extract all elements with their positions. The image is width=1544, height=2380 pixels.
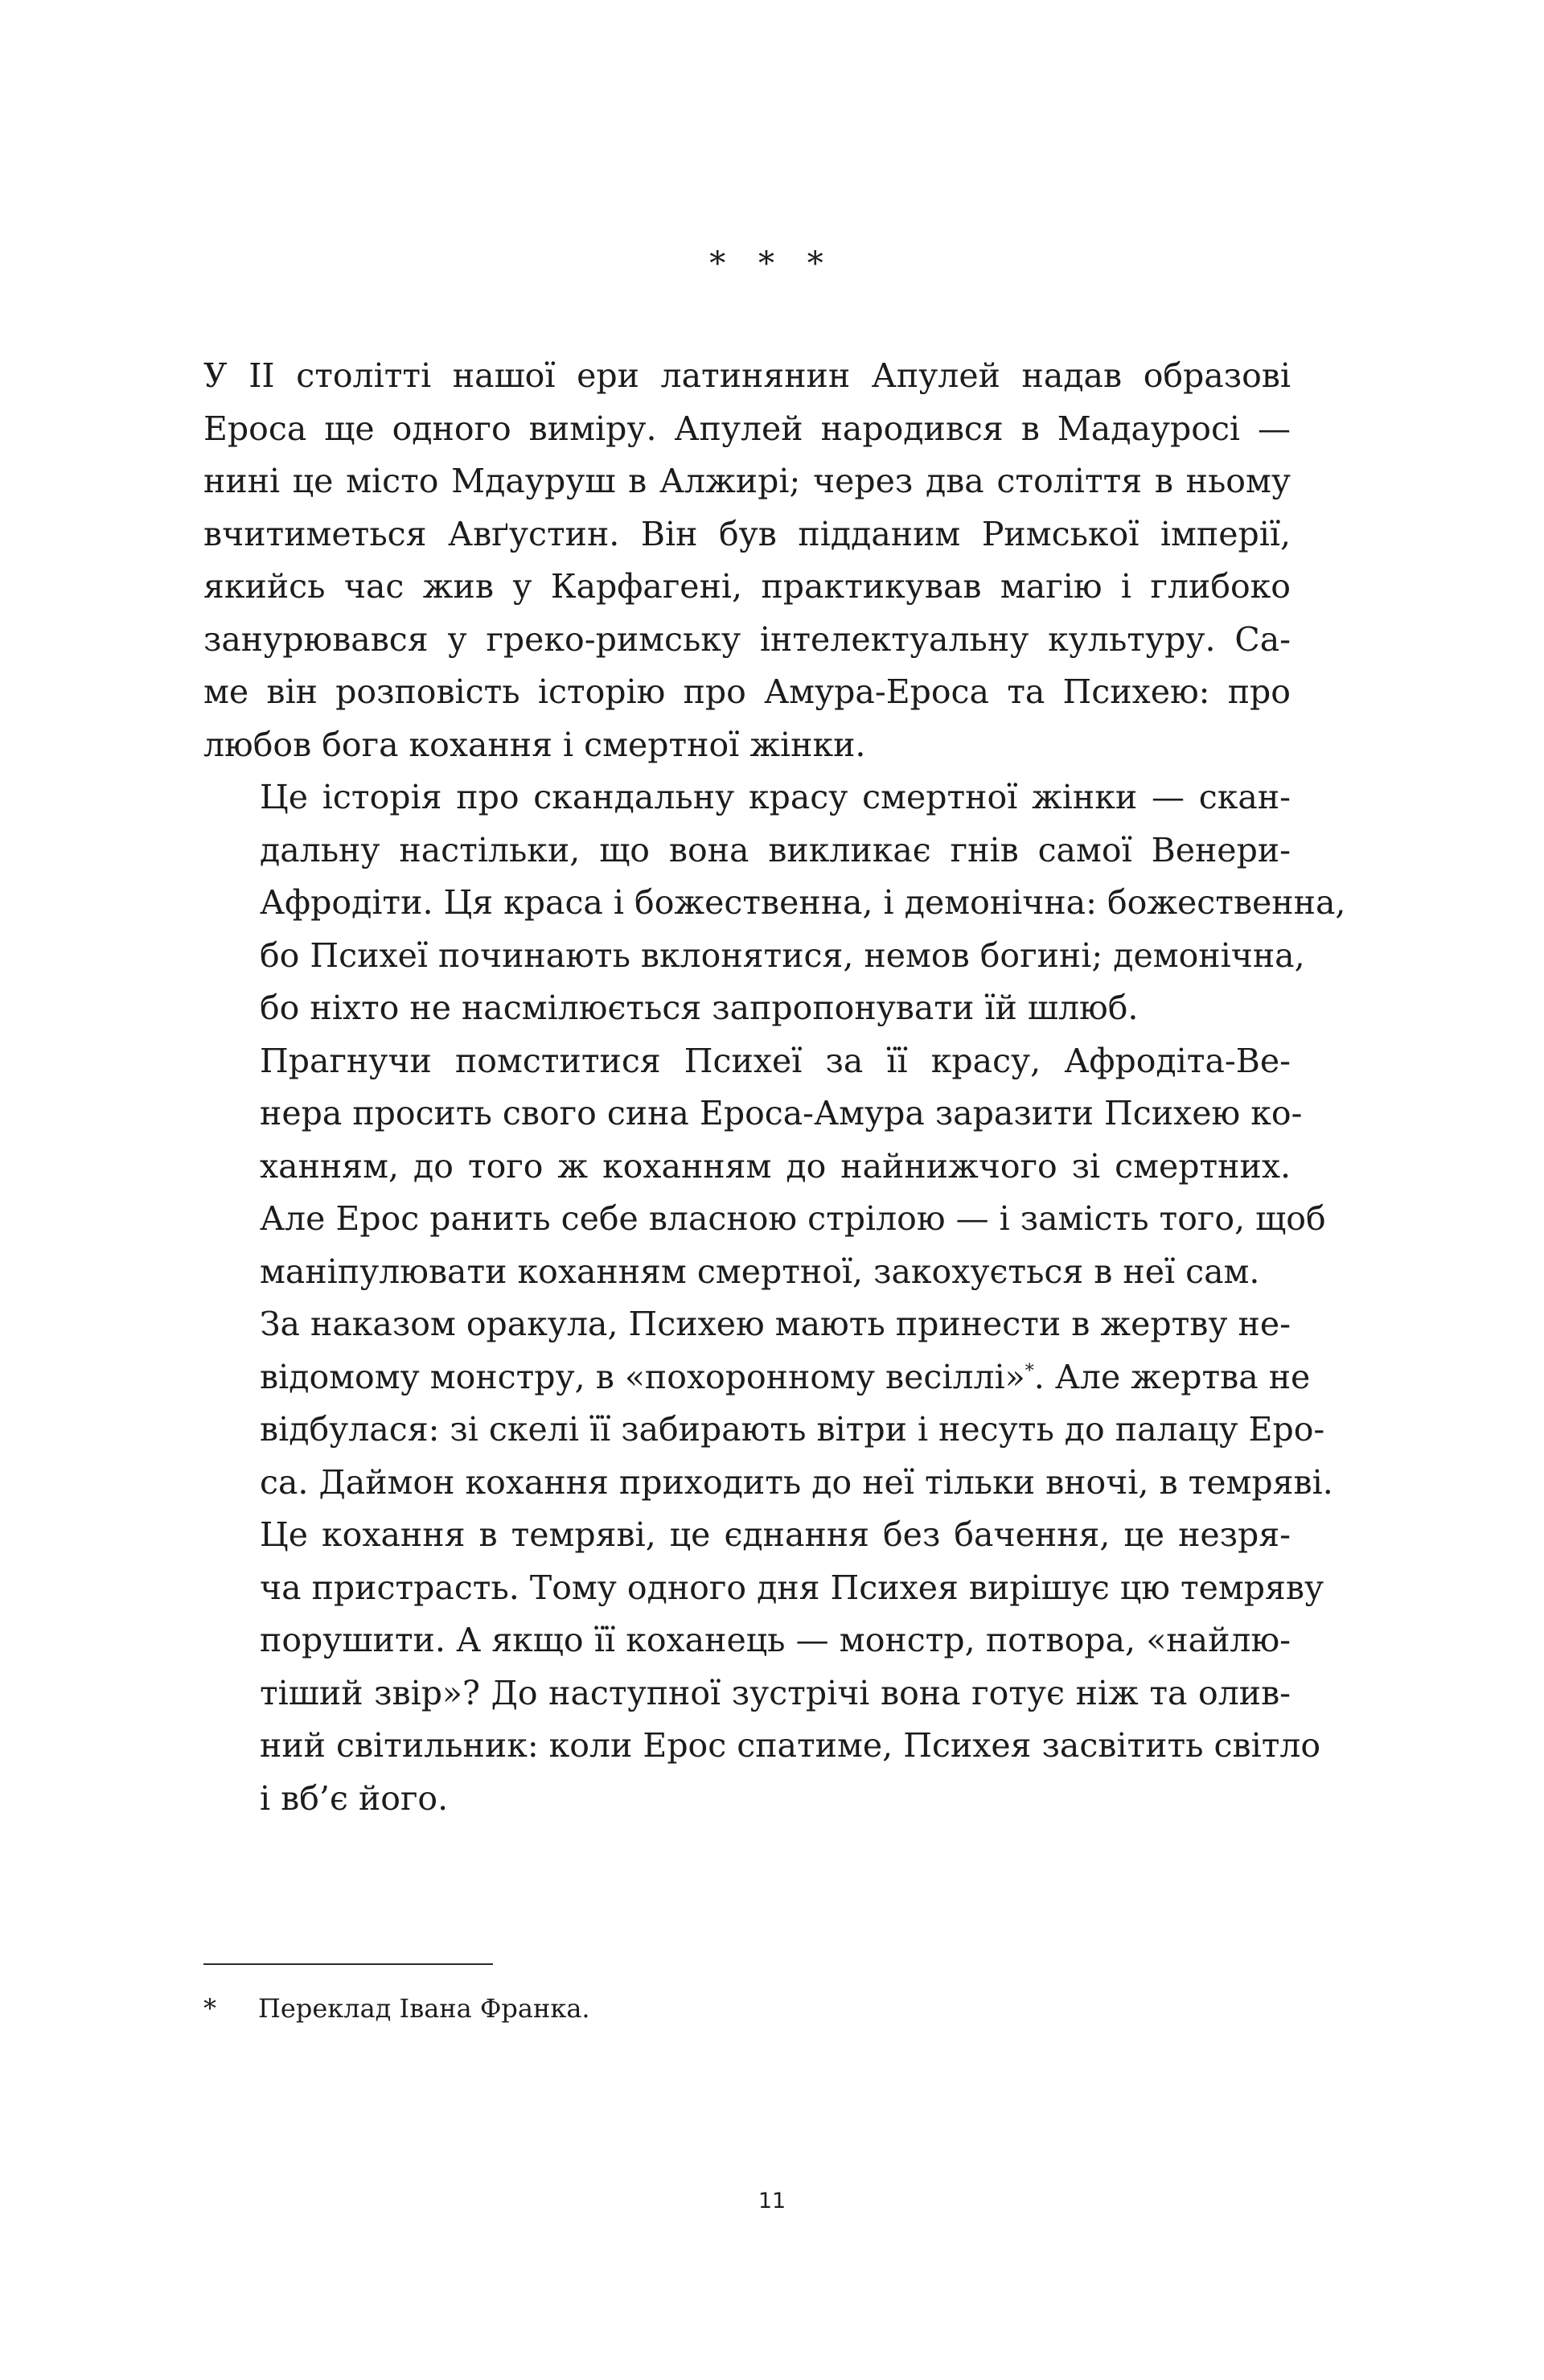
footnote-text: Переклад Івана Франка. bbox=[258, 1993, 590, 2024]
text-line: і вб’є його. bbox=[260, 1778, 449, 1818]
text-line: Прагнучи помститися Психеї за її красу, Афродіта-Ве- bbox=[260, 1041, 1291, 1080]
text-line: занурювався у греко-римську інтелектуальну культуру. Са- bbox=[203, 619, 1291, 659]
text-line: тіший звір»? До наступної зустрічі вона готує ніж та олив- bbox=[260, 1673, 1291, 1712]
text-line: За наказом оракула, Психею мають принести в жертву не- bbox=[260, 1305, 1291, 1343]
text-line: якийсь час жив у Карфагені, практикував магію і глибоко bbox=[203, 567, 1291, 606]
page-number: 11 bbox=[758, 2189, 786, 2214]
text-line: ча пристрасть. Тому одного дня Психея вирішує цю темряву bbox=[260, 1568, 1324, 1607]
text-line: порушити. А якщо її коханець — монстр, потвора, «найлю- bbox=[260, 1621, 1291, 1659]
text-line: бо Психеї починають вклонятися, немов богині; демонічна, bbox=[260, 935, 1305, 975]
text-line: Ероса ще одного виміру. Апулей народився в Мадауросі — bbox=[203, 409, 1291, 448]
footnote-mark: * bbox=[203, 1993, 216, 2024]
paragraph-4 bbox=[203, 1298, 1333, 1509]
footnote bbox=[203, 1992, 590, 2024]
text-line: ний світильник: коли Ерос спатиме, Психея засвітить світло bbox=[260, 1726, 1321, 1765]
text-line: любов бога кохання і смертної жінки. bbox=[203, 725, 866, 764]
text-line: ме він розповість історію про Амура-Ероса та Психею: про bbox=[203, 672, 1291, 711]
text-line: Але Ерос ранить себе власною стрілою — і замість того, щоб bbox=[260, 1199, 1326, 1238]
section-break-asterism: * * * bbox=[709, 245, 835, 282]
text-line: вчитиметься Авґустин. Він був підданим Римської імперії, bbox=[203, 514, 1291, 553]
text-line: дальну настільки, що вона викликає гнів самої Венери- bbox=[260, 830, 1291, 869]
paragraph-5 bbox=[203, 1509, 1324, 1825]
footnote-reference[interactable]: * bbox=[1025, 1360, 1034, 1381]
text-line: са. Даймон кохання приходить до неї тільки вночі, в темряві. bbox=[260, 1462, 1333, 1502]
text-line: нера просить свого сина Ероса-Амура заразити Психею ко- bbox=[260, 1094, 1303, 1132]
text-line: Це історія про скандальну красу смертної жінки — скан- bbox=[260, 778, 1291, 816]
text-line-start: відомому монстру, в «похоронному весіллі» bbox=[260, 1357, 1025, 1396]
body-text bbox=[203, 350, 1346, 1825]
paragraph-3 bbox=[203, 1035, 1326, 1299]
text-line: Це кохання в темряві, це єднання без бачення, це незря- bbox=[260, 1515, 1291, 1554]
text-line bbox=[203, 1351, 1311, 1404]
text-line: нині це місто Мдауруш в Алжирі; через два століття в ньому bbox=[203, 462, 1291, 500]
text-line: ханням, до того ж коханням до найнижчого зі смертних. bbox=[260, 1146, 1291, 1186]
text-line: відбулася: зі скелі її забирають вітри і несуть до палацу Еро- bbox=[260, 1410, 1325, 1449]
text-line: У ІІ столітті нашої ери латинянин Апулей надав образові bbox=[203, 356, 1291, 395]
paragraph-1 bbox=[203, 350, 1291, 771]
text-line-end: . Але жертва не bbox=[1033, 1357, 1311, 1396]
paragraph-2 bbox=[203, 771, 1346, 1035]
text-line: Афродіти. Ця краса і божественна, і демонічна: божественна, bbox=[260, 883, 1346, 922]
text-line: бо ніхто не насмілюється запропонувати їй шлюб. bbox=[260, 989, 1139, 1027]
text-line: маніпулювати коханням смертної, закохується в неї сам. bbox=[260, 1252, 1260, 1291]
footnote-divider bbox=[203, 1963, 493, 1965]
